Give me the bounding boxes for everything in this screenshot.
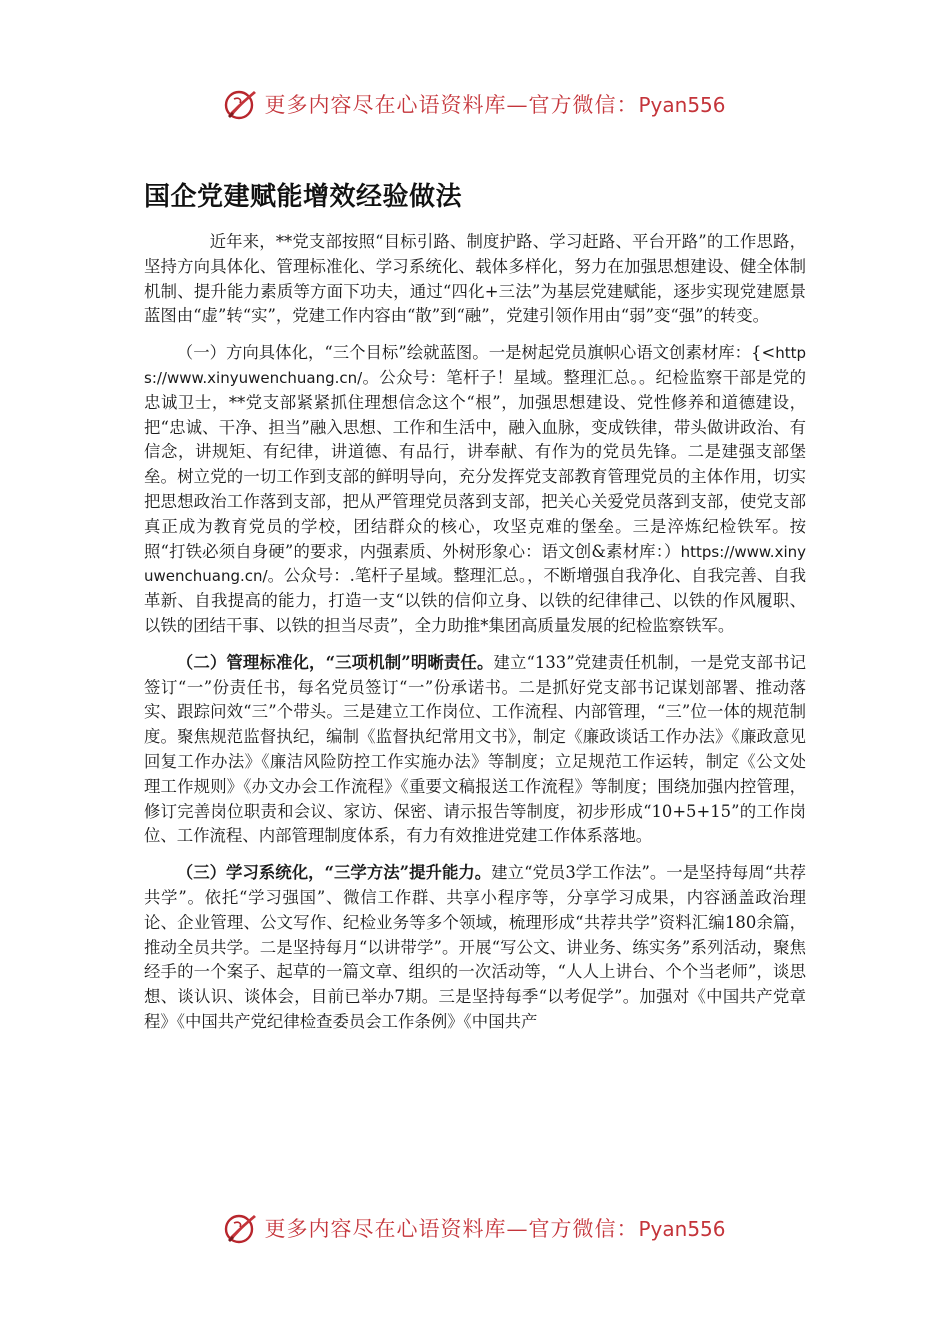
document-body [144, 230, 806, 1047]
section-2-paragraph: （二）管理标准化，“三项机制”明晰责任。建立“133”党建责任机制，一是党支部书记签订“一”份责任书，每名党员签订“一”份承诺书。二是抓好党支部书记谋划部署、推动落实、跟踪问效“三”个带头。三是建立工作岗位、工作流程、内部管理，“三”位一体的规范制度。聚焦规范监督执纪，编制《监督执纪常用文书》，制定《廉政谈话工作办法》《廉政意见回复工作办法》《廉洁风险防控工作实施办法》等制度；立足规范工作运转，制定《公文处理工作规则》《办文办会工作流程》《重要文稿报送工作流程》等制度；围绕加强内控管理，修订完善岗位职责和会议、家访、保密、请示报告等制度，初步形成“10+5+15”的工作岗位、工作流程、内部管理制度体系，有力有效推进党建工作体系落地。 [144, 652, 807, 846]
header-banner [0, 84, 950, 124]
pen-logo-icon [224, 1211, 258, 1245]
section-3-paragraph: （三）学习系统化，“三学方法”提升能力。建立“党员3学工作法”。一是坚持每周“共荐共学”。依托“学习强国”、微信工作群、共享小程序等，分享学习成果，内容涵盖政治理论、企业管理、公文写作、纪检业务等多个领域，梳理形成“共荐共学”资料汇编180余篇，推动全员共学。二是坚持每月“以讲带学”。开展“写公文、讲业务、练实务”系列活动，聚焦经手的一个案子、起草的一篇文章、组织的一次活动等，“人人上讲台、个个当老师”，谈思想、谈认识、谈体会，目前已举办7期。三是坚持每季“以考促学”。加强对《中国共产党章程》《中国共产党纪律检查委员会工作条例》《中国共产 [144, 863, 806, 1031]
banner-text: 更多内容尽在心语资料库—官方微信：Pyan556 [264, 93, 726, 117]
url-link[interactable]: https://www.xinyuwenchuang.cn/ [144, 542, 806, 586]
section-1-heading: （一）方向具体化，“三个目标”绘就蓝图。 [176, 343, 489, 363]
pen-logo-icon [224, 87, 258, 121]
section-2-heading: （二）管理标准化，“三项机制”明晰责任。 [176, 652, 494, 672]
banner-text: 更多内容尽在心语资料库—官方微信：Pyan556 [264, 1217, 726, 1241]
url-link[interactable]: https://www.xinyuwenchuang.cn/ [144, 344, 806, 387]
section-3-heading: （三）学习系统化，“三学方法”提升能力。 [176, 863, 492, 883]
footer-banner [0, 1208, 950, 1248]
intro-paragraph: 近年来，**党支部按照“目标引路、制度护路、学习赶路、平台开路”的工作思路，坚持方向具体化、管理标准化、学习系统化、载体多样化，努力在加强思想建设、健全体制机制、提升能力素质等方面下功夫，通过“四化+三法”为基层党建赋能，逐步实现党建愿景蓝图由“虚”转“实”，党建工作内容由“散”到“融”，党建引领作用由“弱”变“强”的转变。 [144, 232, 806, 326]
section-1-paragraph: （一）方向具体化，“三个目标”绘就蓝图。一是树起党员旗帜心语文创素材库：{<https://www.xinyuwenchuang.cn/。公众号：笔杆子！星域。整理汇总。。纪检监察干部是党的忠诚卫士，**党支部紧紧抓住理想信念这个“根”，加强思想建设、党性修养和道德建设，把“忠诚、干净、担当”融入思想、工作和生活中，融入血脉，变成铁律，带头做讲政治、有信念，讲规矩、有纪律，讲道德、有品行，讲奉献、有作为的党员先锋。二是建强支部堡垒。树立党的一切工作到支部的鲜明导向，充分发挥党支部教育管理党员的主体作用，切实把思想政治工作落到支部，把从严管理党员落到支部，把关心关爱党员落到支部，使党支部真正成为教育党员的学校，团结群众的核心，攻坚克难的堡垒。三是淬炼纪检铁军。按照“打铁必须自身硬”的要求，内强素质、外树形象心：语文创&素材库：）https://www.xinyuwenchuang.cn/。公众号：.笔杆子星域。整理汇总。，不断增强自我净化、自我完善、自我革新、自我提高的能力，打造一支“以铁的信仰立身、以铁的纪律律己、以铁的作风履职、以铁的团结干事、以铁的担当尽责”，全力助推*集团高质量发展的纪检监察铁军。 [144, 343, 806, 635]
document-title: 国企党建赋能增效经验做法 [144, 182, 463, 212]
